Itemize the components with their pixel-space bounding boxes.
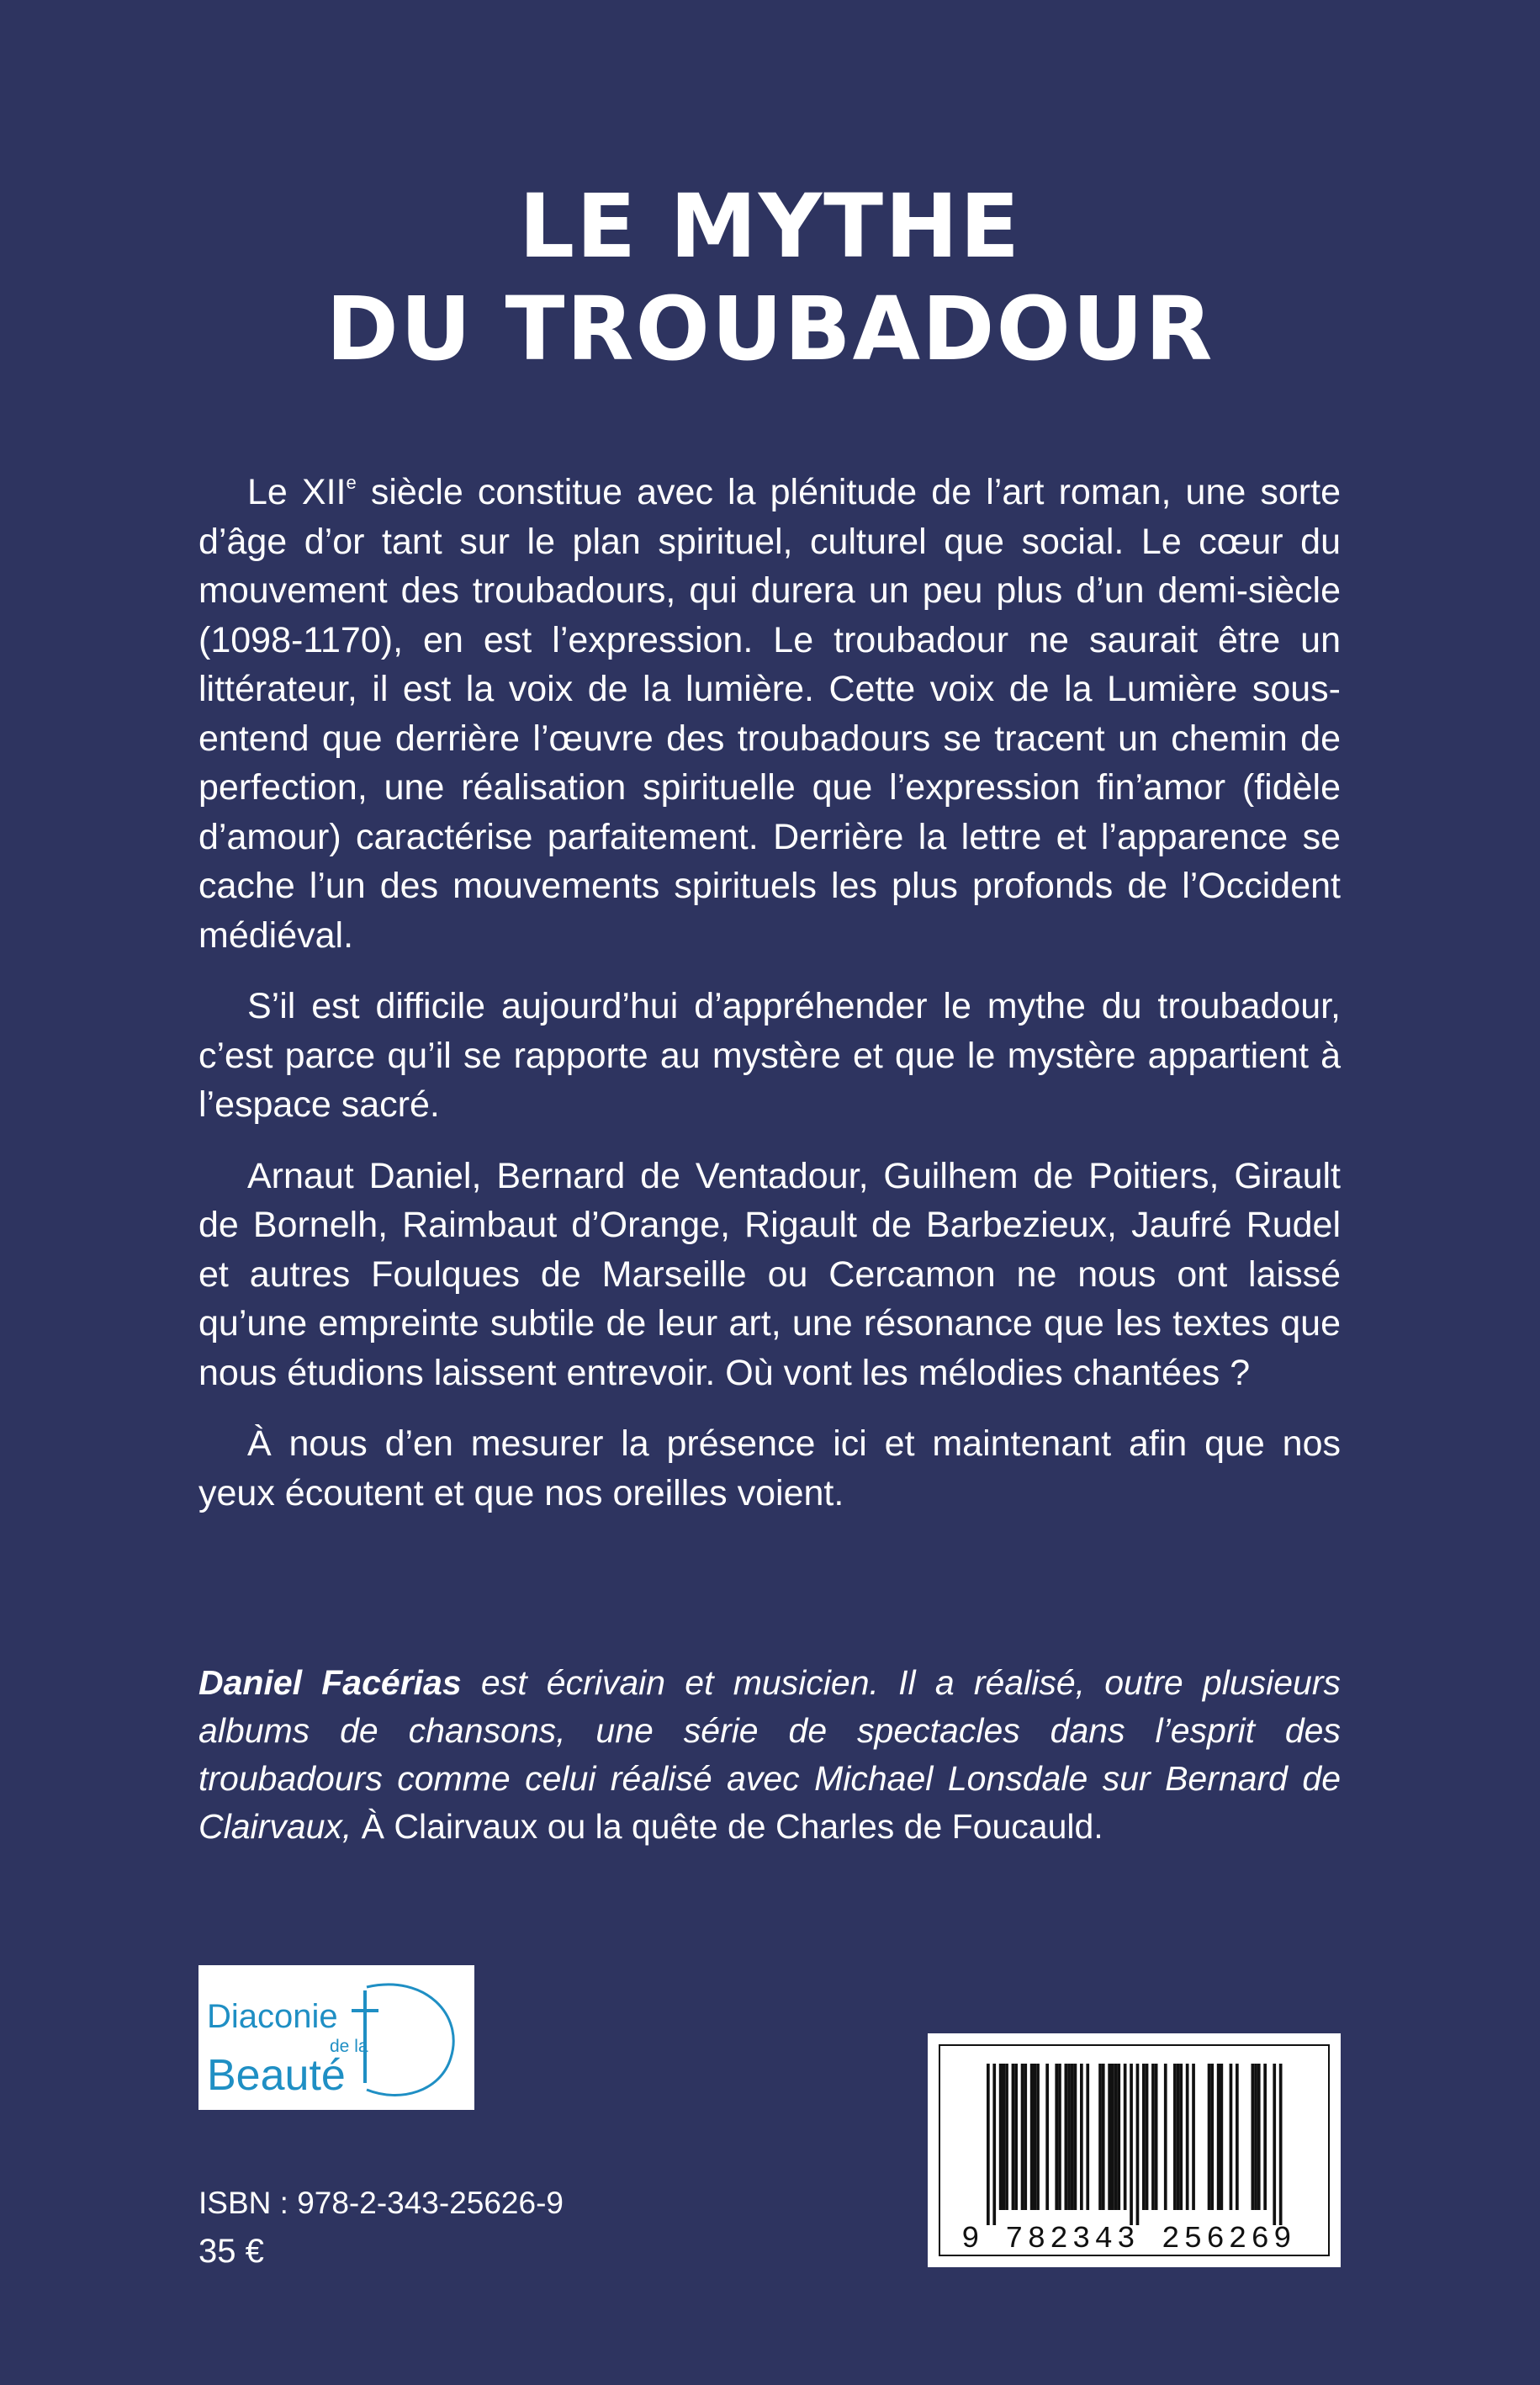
p1-start: Le XII	[247, 472, 347, 512]
barcode-bar	[1117, 2064, 1120, 2210]
paragraph-2: S’il est difficile aujourd’hui d’appréhender le mythe du troubadour, c’est parce qu’il se rapporte au mystère et que le mystère appartient à l’espace sacré.	[198, 986, 1341, 1125]
barcode-bar	[1136, 2064, 1140, 2225]
barcode-bar	[1192, 2064, 1195, 2210]
barcode-bar	[1003, 2064, 1006, 2210]
paragraph-1	[198, 468, 1341, 960]
barcode-digits-group-1: 782343	[1005, 2222, 1140, 2256]
barcode-bar	[1067, 2064, 1071, 2210]
barcode-bar	[1024, 2064, 1027, 2210]
barcode-bar	[1273, 2064, 1276, 2225]
barcode-bar	[1005, 2064, 1008, 2210]
back-cover-blurb	[198, 468, 1341, 1540]
barcode-bar	[1098, 2064, 1102, 2210]
barcode-bar	[1279, 2064, 1283, 2225]
barcode-bar	[1217, 2064, 1220, 2210]
barcode-bar	[1254, 2064, 1257, 2210]
barcode-bar	[992, 2064, 996, 2225]
swirl-icon	[367, 1985, 453, 2096]
century-superscript: e	[346, 472, 357, 493]
barcode-bar	[1220, 2064, 1224, 2210]
barcode-bar	[1252, 2064, 1255, 2210]
barcode-bar	[1034, 2064, 1037, 2210]
barcode-bars	[987, 2064, 1283, 2225]
barcode-bar	[987, 2064, 990, 2225]
isbn: ISBN : 978-2-343-25626-9	[198, 2186, 564, 2220]
barcode-bar	[1086, 2064, 1089, 2210]
barcode-bar	[1055, 2064, 1058, 2210]
barcode-bar	[1151, 2064, 1155, 2210]
barcode-bar	[999, 2064, 1003, 2210]
barcode	[928, 2033, 1341, 2267]
barcode-bar	[1030, 2064, 1034, 2210]
barcode-bar	[1071, 2064, 1074, 2210]
barcode-bar	[1179, 2064, 1183, 2210]
barcode-bar	[1177, 2064, 1180, 2210]
barcode-bar	[1045, 2064, 1049, 2210]
barcode-bar	[1208, 2064, 1211, 2210]
logo-word-diaconie: Diaconie	[207, 1998, 338, 2035]
barcode-bar	[1257, 2064, 1261, 2210]
barcode-bar	[1036, 2064, 1040, 2210]
barcode-bar	[1111, 2064, 1114, 2210]
barcode-bar	[1074, 2064, 1077, 2210]
author-bio	[198, 1659, 1341, 1851]
barcode-bar	[1186, 2064, 1189, 2210]
title-line-1: LE MYTHE	[518, 175, 1022, 278]
barcode-bar	[1080, 2064, 1083, 2210]
barcode-bar	[1108, 2064, 1111, 2210]
diaconie-logo-graphic	[198, 1965, 474, 2110]
barcode-bar	[1130, 2064, 1133, 2225]
barcode-graphic	[928, 2033, 1341, 2267]
title-line-2: DU TROUBADOUR	[325, 278, 1215, 380]
barcode-bar	[1142, 2064, 1146, 2210]
barcode-bar	[1236, 2064, 1239, 2210]
barcode-bar	[1210, 2064, 1214, 2210]
logo-word-de-la: de la	[330, 2037, 368, 2056]
publisher-logo	[198, 1965, 474, 2110]
price: 35 €	[198, 2233, 264, 2270]
barcode-bar	[1155, 2064, 1158, 2210]
barcode-bar	[1021, 2064, 1024, 2210]
bio-works: À Clairvaux ou la quête de Charles de Foucauld.	[361, 1807, 1103, 1846]
barcode-bar	[1102, 2064, 1105, 2210]
barcode-bar	[1146, 2064, 1149, 2210]
paragraph-3: Arnaut Daniel, Bernard de Ventadour, Guilhem de Poitiers, Girault de Bornelh, Raimbaut d’Orange, Rigault de Barbezieux, Jaufré Rudel et autres Foulques de Marseille ou Cercamon ne nous ont laissé qu’une empreinte subtile de leur art, une résonance que les textes que nous étudions laissent entrevoir. Où vont les mélodies chantées ?	[198, 1155, 1341, 1393]
barcode-bar	[1114, 2064, 1118, 2210]
bio-text: est écrivain et musicien. Il a réalisé, outre plusieurs albums de chansons, une série de spectacles dans l’esprit des troubadours comme celui réalisé avec Michael Lonsdale sur Bernard de Clairvaux,	[198, 1663, 1341, 1846]
barcode-digits-group-2: 256269	[1162, 2222, 1296, 2256]
p1-rest: siècle constitue avec la plénitude de l’art roman, une sorte d’âge d’or tant sur le plan spirituel, culturel que social. Le cœur du mouvement des troubadours, qui durera un peu plus d’un demi-siècle (1098-1170), en est l’expression. Le troubadour ne saurait être un littérateur, il est la voix de la lumière. Cette voix de la Lumière sous-entend que derrière l’œuvre des troubadours se tracent un chemin de perfection, une réalisation spirituelle que l’expression fin’amor (fidèle d’amour) caractérise parfaitement. Derrière la lettre et l’apparence se cache l’un des mouvements spirituels les plus profonds de l’Occident médiéval.	[198, 472, 1341, 956]
barcode-bar	[1124, 2064, 1127, 2210]
barcode-bar	[1012, 2064, 1015, 2210]
barcode-digit-first: 9	[961, 2222, 980, 2256]
barcode-bar	[1058, 2064, 1061, 2210]
barcode-bar	[1263, 2064, 1267, 2210]
barcode-bar	[1173, 2064, 1177, 2210]
logo-word-beaute: Beauté	[207, 2051, 346, 2100]
author-name: Daniel Facérias	[198, 1663, 462, 1702]
barcode-bar	[1164, 2064, 1167, 2210]
barcode-bar	[1014, 2064, 1018, 2210]
book-title	[0, 175, 1540, 380]
barcode-bar	[1065, 2064, 1068, 2210]
paragraph-4: À nous d’en mesurer la présence ici et maintenant afin que nos yeux écoutent et que nos oreilles voient.	[198, 1423, 1341, 1513]
barcode-bar	[1230, 2064, 1233, 2210]
